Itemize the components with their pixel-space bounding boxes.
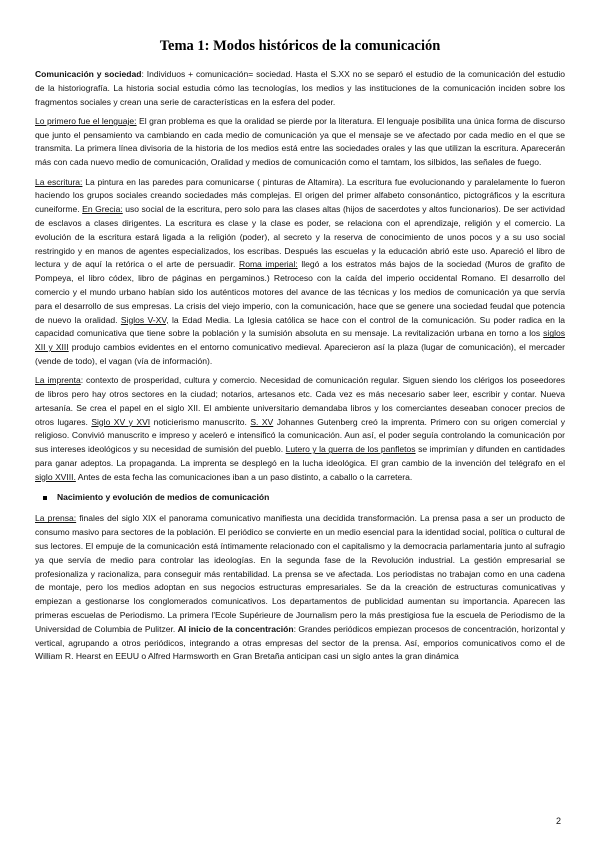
paragraph-text: : contexto de prosperidad, cultura y comercio. Necesidad de comunicación regular. Siguen siendo los clérigos los poseedores de libros pero hay otros sectores en la ciudad; notarios, artesanos etc. Cada vez es más necesario saber leer, escribir y contar. Nueva artesanía. Se crea el papel en el siglo XII. El ambiente universitario demandaba libros y los comerciantes deseaban conocer precios de otros lugares. — [35, 375, 565, 427]
term-imprenta: La imprenta — [35, 375, 81, 386]
term-siglo-xviii: siglo XVIII. — [35, 471, 76, 482]
term-prensa: La prensa: — [35, 513, 77, 524]
term-comunicacion-sociedad: Comunicación y sociedad — [35, 69, 142, 79]
paragraph-text: finales del siglo XIX el panorama comunicativo manifiesta una decidida transformación. La prensa pasa a ser un producto de consumo masivo para sectores de la población. El periódico se convierte en un medio esencial para la identidad social, política o cultural de sus lectores. El empuje de la comunicación está íntimamente relacionado con el capitalismo y la democracia parlamentaria junto al sufragio ya que servía de medio para controlar las ideologías. En la segunda fase de la Revolución industrial. La gestión empresarial se profesionaliza y racionaliza, para conseguir más rentabilidad. La prensa se ve afectada. Los periodistas no trabajan como en una cadena de montaje, pero los medios adoptan en sus negocios estructuras empresariales. Se da la creación de estructuras comunicativas y empiezan a gestionarse los conglomerados comunicativos. Los departamentos de publicidad aumentan su importancia. Aparecen las primeras escuelas de Periodismo. La primera l'Ecole Supérieure de Journalism pero la más prestigiosa fue la escuela de Periodismo de la Universidad de Columbia de Pulitzer. — [35, 513, 565, 634]
paragraph-text: uso social de la escritura, pero solo para las clases altas (hijos de sacerdotes y altos funcionarios). De ser actividad de esclavos a clases dirigentes. La escritura es clase y la clase es poder, se relaciona con el aprendizaje, religión y el comercio. La evolución de la escritura estará ligada a la religión (poder), al secreto y la reserva de conocimiento de unos pocos y a su uso social restringido y en manos de agentes especializados, los escribas. Después las escuelas y la educación abrió este uso. Apareció el libro de lectura y de aquí la retórica o el arte de persuadir. — [35, 204, 565, 270]
paragraph-text: la Edad Media. La Iglesia católica se hace con el control de la comunicación. Su poder radica en la capacidad comunicativa que tiene sobre la población y la sumisión absoluta en su mensaje. La revitalización urbana en torno a los — [35, 314, 565, 339]
paragraph-text: llegó a los estratos más bajos de la sociedad (Muros de grafito de Pompeya, el libro códex, libro de páginas en pergaminos.) Retroceso con la caída del imperio occidental Romano. El desarrollo del comercio y el mundo urbano habían sido los auténticos motores del avance de las técnicas y los medios de comunicación ya que servía para el desarrollo de sus empresas. La crisis del viejo imperio, con la comunicación, hace que se genere una sociedad feudal que potencia de nuevo la oralidad. — [35, 259, 565, 325]
paragraph-text: : Grandes periódicos empiezan procesos de concentración, horizontal y vertical, agrupando a otros periódicos, integrando a otras empresas del sector de la prensa. Así, emporios comunicativos como el de William R. Hearst en EEUU o Alfred Harmsworth en Gran Bretaña anticipan casi un siglo antes la gran dinámica — [35, 623, 565, 662]
page-title: Tema 1: Modos históricos de la comunicación — [159, 38, 441, 54]
paragraph-text: El gran problema es que la oralidad se pierde por la literatura. El lenguaje posibilita una única forma de discurso que junto el pensamiento va cambiando en cada medio de comunicación ya que el mensaje se ve afectado por cada medio en el que se transmita. La primera línea divisoria de la historia de los medios está entre las sociedades orales y las que utilizan la escritura. Aparecerán más con cada nuevo medio de comunicación, Oralidad y medios de comunicación como el tamtam, los silbidos, las señales de fuego. — [35, 115, 565, 168]
term-s-xv: S. XV — [250, 416, 274, 427]
term-grecia: En Grecia: — [82, 204, 123, 215]
paragraph-text: se imprimían y difunden en cantidades para ganar adeptos. La propaganda. La imprenta se desplegó en la lucha ideológica. El gran cambio de la invención del telégrafo en el — [35, 444, 565, 469]
term-siglos-v-xv: Siglos V-XV, — [120, 314, 169, 325]
section-bullet — [35, 491, 565, 505]
paragraph-lenguaje — [35, 115, 565, 170]
term-siglos-xii-xiii: siglos XII y XIII — [35, 328, 565, 353]
paragraph-escritura — [35, 176, 565, 369]
page-number: 2 — [556, 816, 562, 826]
paragraph-text: Antes de esta fecha las comunicaciones iban a un paso distinto, a caballo o la carretera. — [75, 471, 413, 482]
term-roma-imperial: Roma imperial: — [239, 259, 298, 270]
term-lutero: Lutero y la guerra de los panfletos — [285, 444, 416, 455]
bullet-icon — [43, 496, 47, 500]
paragraph-comunicacion — [35, 68, 565, 109]
paragraph-text: : Individuos + comunicación= sociedad. Hasta el S.XX no se separó el estudio de la comunicación del estudio de la historiografía. La historia social estudia cómo las tecnologías, los medios y las instituciones de la comunicación inciden sobre los fragmentos sociales y crean una serie de características en la esfera del poder. — [35, 69, 565, 107]
section-heading: Nacimiento y evolución de medios de comunicación — [57, 491, 270, 502]
paragraph-text: produjo cambios evidentes en el entorno comunicativo medieval. Aparecieron así la plaza (lugar de comunicación), el mercader (vende de todo), el vagan (vía de información). — [35, 342, 565, 366]
paragraph-text: Johannes Gutenberg creó la imprenta. Primero con su origen comercial y religioso. Convivió manuscrito e impreso y aceleró e intensificó la comunicación. Aun así, el poder seguía controlando la comunicación por sus intereses ideológicos y su necesidad de sumisión del pueblo. — [35, 416, 565, 455]
term-siglo-xv-xvi: Siglo XV y XVI — [91, 416, 151, 427]
document-body — [35, 68, 565, 670]
paragraph-imprenta — [35, 374, 565, 484]
paragraph-prensa — [35, 512, 565, 664]
paragraph-text: noticierismo manuscrito. — [150, 416, 251, 427]
term-inicio-concentracion: Al inicio de la concentración — [177, 623, 294, 634]
term-lenguaje: Lo primero fue el lenguaje: — [35, 115, 137, 126]
term-escritura: La escritura: — [35, 176, 83, 187]
paragraph-text: La pintura en las paredes para comunicarse ( pinturas de Altamira). La escritura fue evolucionando y paralelamente lo fueron haciendo los grupos sociales creando sociedades más complejas. El origen del primer alfabeto consonántico, pictográficos y la escritura cuneiforme. — [35, 176, 565, 215]
